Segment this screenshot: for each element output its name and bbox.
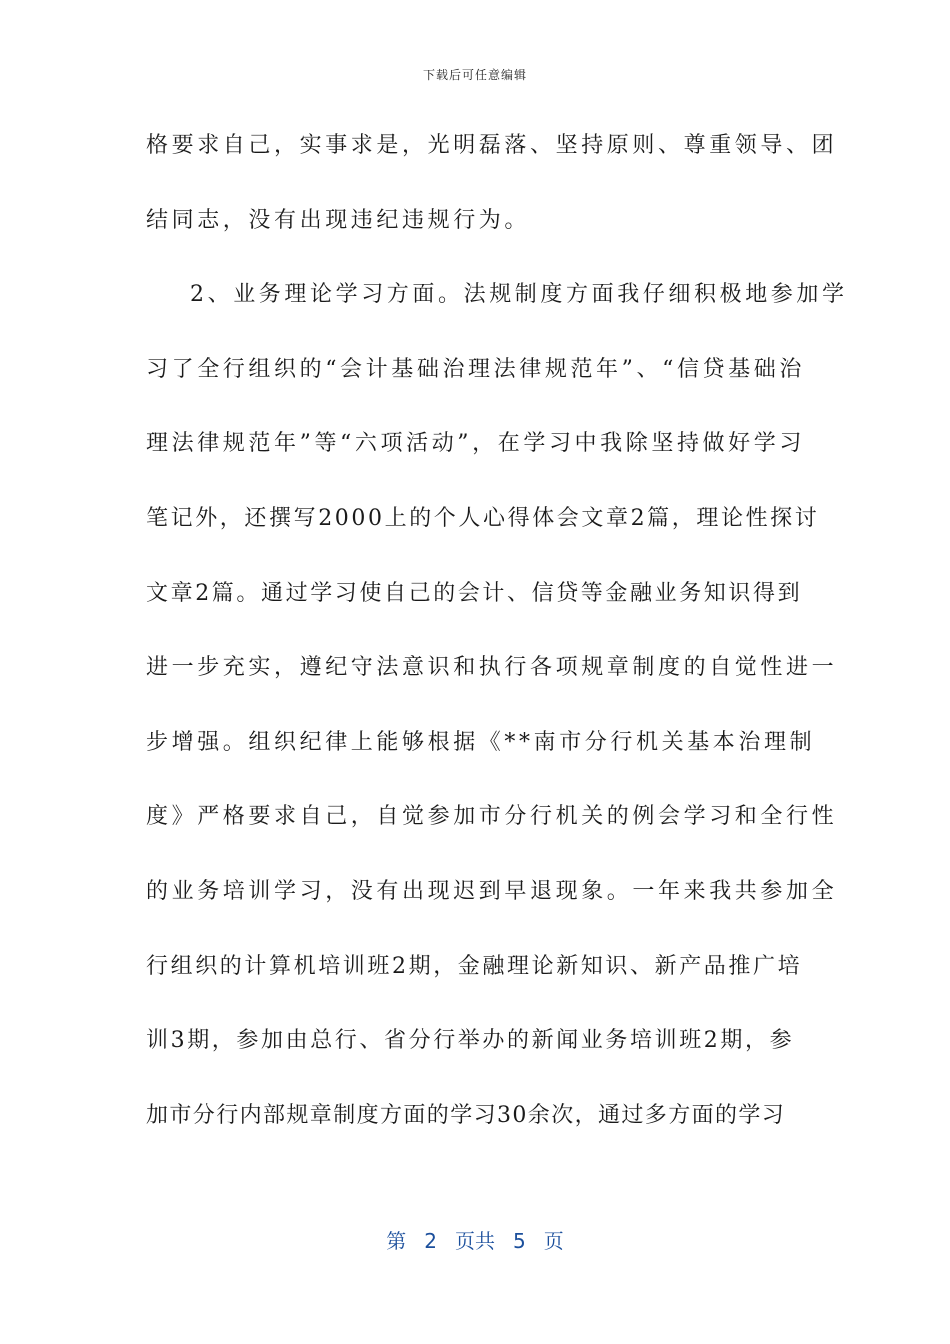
paragraph-start-line: 2、业务理论学习方面。法规制度方面我仔细积极地参加学 — [190, 282, 848, 308]
text-line: 度》严格要求自己，自觉参加市分行机关的例会学习和全行性 — [146, 804, 838, 830]
page-number: 2 — [424, 1229, 437, 1253]
text-line: 文章2篇。通过学习使自己的会计、信贷等金融业务知识得到 — [146, 580, 803, 606]
text-line: 理法律规范年”等“六项活动”，在学习中我除坚持做好学习 — [146, 431, 805, 457]
page-label-pre: 第 — [386, 1229, 407, 1253]
text-line: 加市分行内部规章制度方面的学习30余次，通过多方面的学习 — [146, 1102, 786, 1128]
document-body — [146, 126, 848, 1170]
page-total: 5 — [513, 1229, 526, 1253]
page-footer — [0, 1225, 950, 1254]
page-label-mid: 页共 — [455, 1229, 495, 1253]
text-line: 结同志，没有出现违纪违规行为。 — [146, 207, 531, 233]
text-line: 行组织的计算机培训班2期，金融理论新知识、新产品推广培 — [146, 953, 803, 979]
text-line: 进一步充实，遵纪守法意识和执行各项规章制度的自觉性进一 — [146, 655, 838, 681]
text-line: 的业务培训学习，没有出现迟到早退现象。一年来我共参加全 — [146, 878, 838, 904]
text-line: 步增强。组织纪律上能够根据《**南市分行机关基本治理制 — [146, 729, 816, 755]
page-label-post: 页 — [543, 1229, 564, 1253]
text-line: 格要求自己，实事求是，光明磊落、坚持原则、尊重领导、团 — [146, 133, 838, 158]
text-line: 训3期，参加由总行、省分行举办的新闻业务培训班2期，参 — [146, 1028, 795, 1054]
header-note: 下载后可任意编辑 — [422, 68, 527, 82]
text-line: 习了全行组织的“会计基础治理法律规范年”、“信贷基础治 — [146, 356, 805, 382]
text-line: 笔记外，还撰写2000上的个人心得体会文章2篇，理论性探讨 — [146, 505, 820, 531]
